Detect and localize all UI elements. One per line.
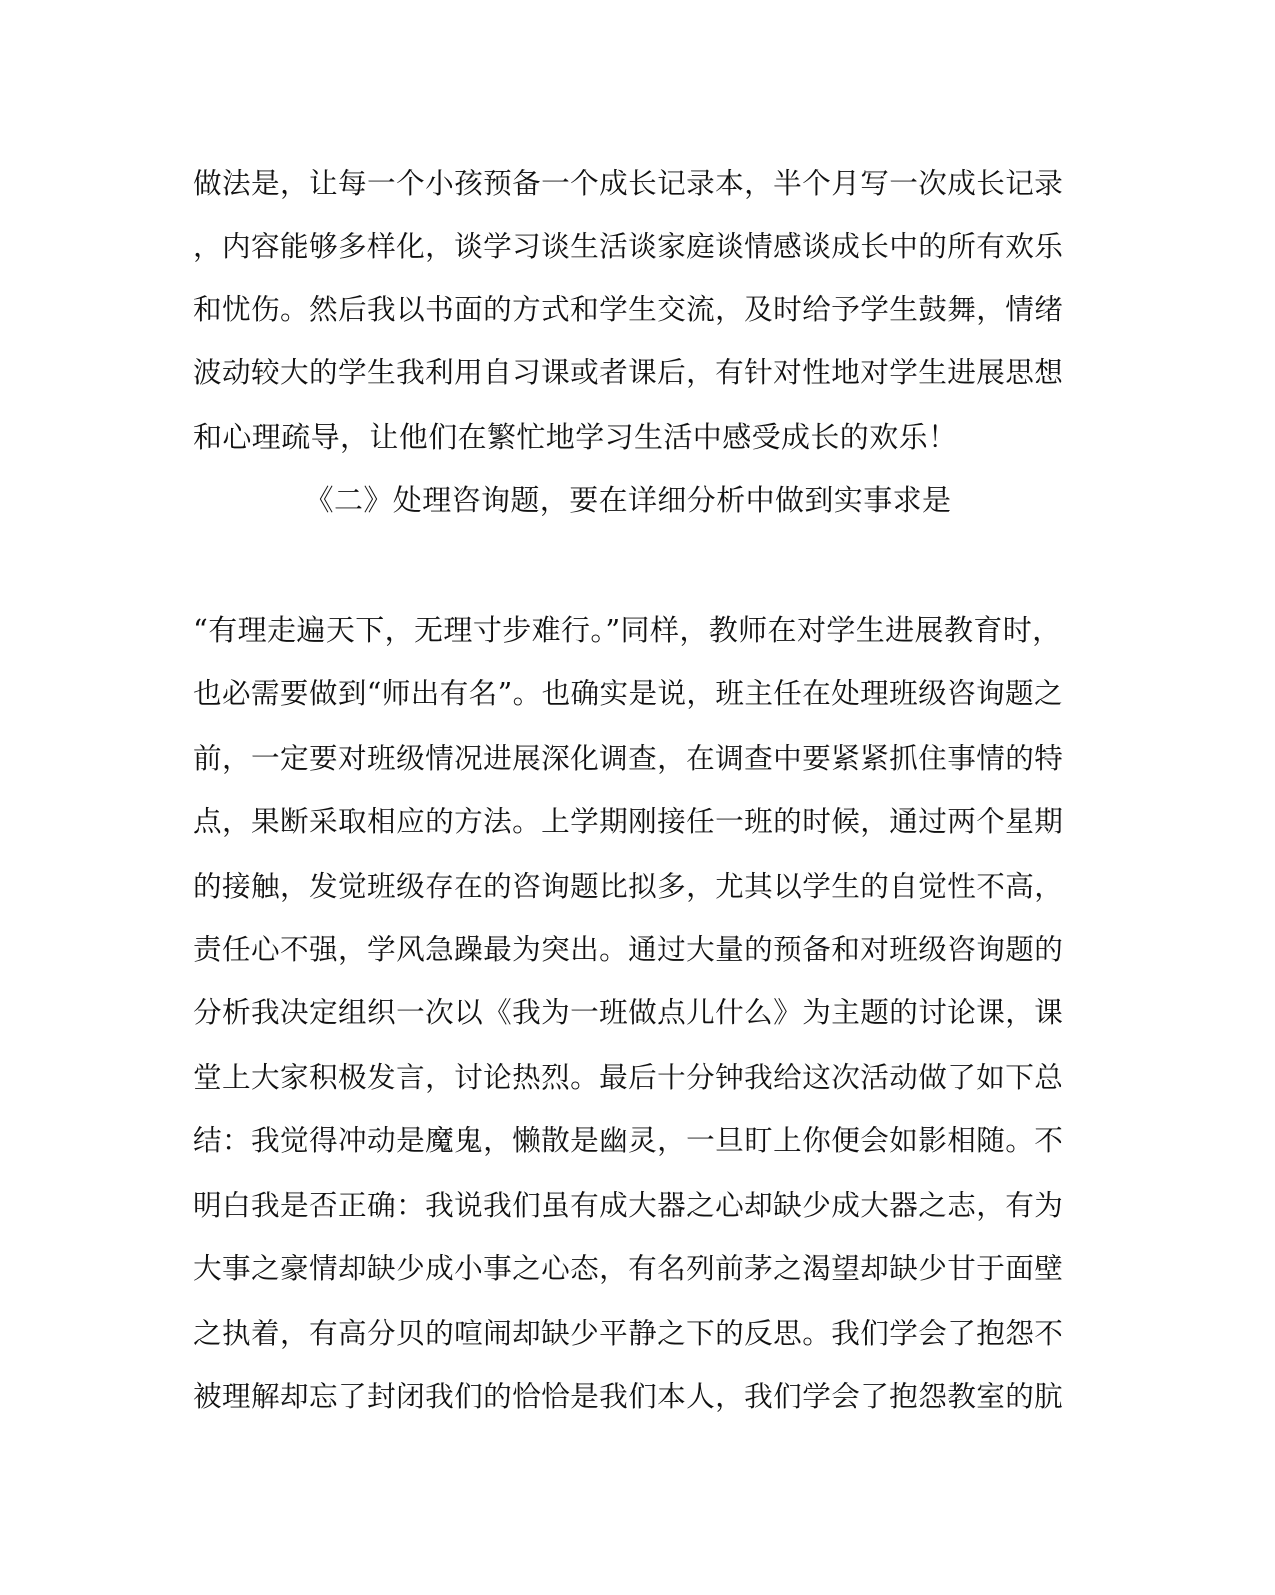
paragraph-1-line-5: 和心理疏导，让他们在繁忙地学习生活中感受成长的欢乐！: [193, 420, 958, 454]
paragraph-2-line-7: 分析我决定组织一次以《我为一班做点儿什么》为主题的讨论课，课: [193, 995, 1064, 1029]
paragraph-2-line-12: 之执着，有高分贝的喧闹却缺少平静之下的反思。我们学会了抱怨不: [193, 1316, 1064, 1350]
paragraph-2-line-10: 明白我是否正确：我说我们虽有成大器之心却缺少成大器之志，有为: [193, 1188, 1064, 1222]
paragraph-1-line-3: 和忧伤。然后我以书面的方式和学生交流，及时给予学生鼓舞，情绪: [193, 292, 1064, 326]
paragraph-1-line-1: 做法是，让每一个小孩预备一个成长记录本，半个月写一次成长记录: [193, 166, 1064, 200]
paragraph-2-line-3: 前，一定要对班级情况进展深化调查，在调查中要紧紧抓住事情的特: [193, 741, 1064, 775]
paragraph-2-line-8: 堂上大家积极发言，讨论热烈。最后十分钟我给这次活动做了如下总: [193, 1060, 1064, 1094]
paragraph-2-line-9: 结：我觉得冲动是魔鬼，懒散是幽灵，一旦盯上你便会如影相随。不: [193, 1123, 1064, 1157]
paragraph-2-line-11: 大事之豪情却缺少成小事之心态，有名列前茅之渴望却缺少甘于面壁: [193, 1251, 1064, 1285]
paragraph-2-line-5: 的接触，发觉班级存在的咨询题比拟多，尤其以学生的自觉性不高，: [193, 869, 1064, 903]
paragraph-1-line-2: ，内容能够多样化，谈学习谈生活谈家庭谈情感谈成长中的所有欢乐: [193, 229, 1064, 263]
paragraph-2-line-1: “有理走遍天下，无理寸步难行。”同样，教师在对学生进展教育时，: [193, 613, 1062, 647]
paragraph-2-line-4: 点，果断采取相应的方法。上学期刚接任一班的时候，通过两个星期: [193, 804, 1064, 838]
paragraph-1-line-4: 波动较大的学生我利用自习课或者课后，有针对性地对学生进展思想: [193, 355, 1064, 389]
paragraph-2-line-2: 也必需要做到“师出有名”。也确实是说，班主任在处理班级咨询题之: [193, 676, 1063, 710]
paragraph-2-line-6: 责任心不强，学风急躁最为突出。通过大量的预备和对班级咨询题的: [193, 932, 1064, 966]
section-heading: 《二》处理咨询题，要在详细分析中做到实事求是: [304, 483, 952, 517]
paragraph-2-line-13: 被理解却忘了封闭我们的恰恰是我们本人，我们学会了抱怨教室的肮: [193, 1379, 1064, 1413]
